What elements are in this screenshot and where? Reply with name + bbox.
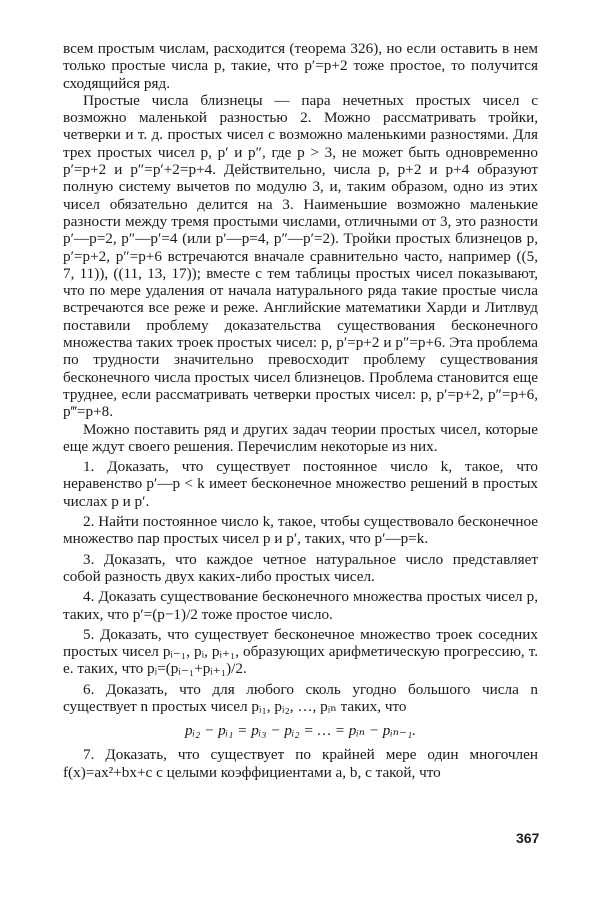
page-number: 367 <box>516 830 540 846</box>
paragraph-open-problems: Можно поставить ряд и других задач теории простых чисел, которые еще ждут своего решения. Перечислим некоторые из них. <box>63 420 538 455</box>
problem-3: 3. Доказать, что каждое четное натуральное число представляет собой разность двух каких-либо простых чисел. <box>63 550 538 585</box>
paragraph-intro: всем простым числам, расходится (теорема 326), но если оставить в нем только простые числа p, такие, что p′=p+2 тоже простое, то получится сходящийся ряд. <box>63 40 538 92</box>
problem-2: 2. Найти постоянное число k, такое, чтобы существовало бесконечное множество пар простых чисел p и p′, таких, что p′—p=k. <box>63 513 538 548</box>
problem-7: 7. Доказать, что существует по крайней мере один многочлен f(x)=ax²+bx+c с целыми коэффициентами a, b, c такой, что <box>63 746 538 781</box>
problem-6: 6. Доказать, что для любого сколь угодно большого числа n существует n простых чисел pᵢ₁, pᵢ₂, …, pᵢₙ таких, что <box>63 680 538 715</box>
problem-4: 4. Доказать существование бесконечного множества простых чисел p, таких, что p′=(p−1)/2 тоже простое число. <box>63 588 538 623</box>
problem-5: 5. Доказать, что существует бесконечное множество троек соседних простых чисел pᵢ₋₁, pᵢ, pᵢ₊₁, образующих арифметическую прогрессию, т. е. таких, что pᵢ=(pᵢ₋₁+pᵢ₊₁)/2. <box>63 625 538 678</box>
problem-1: 1. Доказать, что существует постоянное число k, такое, что неравенство p′—p < k имеет бесконечное множество решений в простых числах p и p′. <box>63 458 538 510</box>
paragraph-twin-primes: Простые числа близнецы — пара нечетных простых чисел с возможно маленькой разностью 2. Можно рассматривать тройки, четверки и т. д. простых чисел с возможно маленькими разностями. Для трех простых чисел p, p′ и p″, где p > 3, не может быть одновременно p′=p+2 и p″=p′+2=p+4. Действительно, числа p, p+2 и p+4 образуют полную систему вычетов по модулю 3, и, таким образом, одно из этих чисел обязательно делится на 3. Наименьшие возможно маленькие разности между тремя простыми числами, отличными от 3, это разности p′—p=2, p″—p′=4 (или p′—p=4, p″—p′=2). Тройки простых близнецов p, p′=p+2, p″=p+6 встречаются вначале сравнительно часто, например ((5, 7, 11)), ((11, 13, 17)); вместе с тем таблицы простых чисел показывают, что по мере удаления от начала натурального ряда такие простые числа встречаются все реже и реже. Английские математики Харди и Литлвуд поставили проблему доказательства существования бесконечного множества таких троек простых чисел: p, p′=p+2 и p″=p+6. Эта проблема по трудности значительно превосходит проблему существования бесконечного числа простых чисел близнецов. Проблема становится еще труднее, если рассматривать четверки простых чисел: p, p′=p+2, p″=p+6, p‴=p+8. <box>63 91 538 421</box>
display-equation: pᵢ₂ − pᵢ₁ = pᵢ₃ − pᵢ₂ = … = pᵢₙ − pᵢₙ₋₁. <box>184 722 417 740</box>
